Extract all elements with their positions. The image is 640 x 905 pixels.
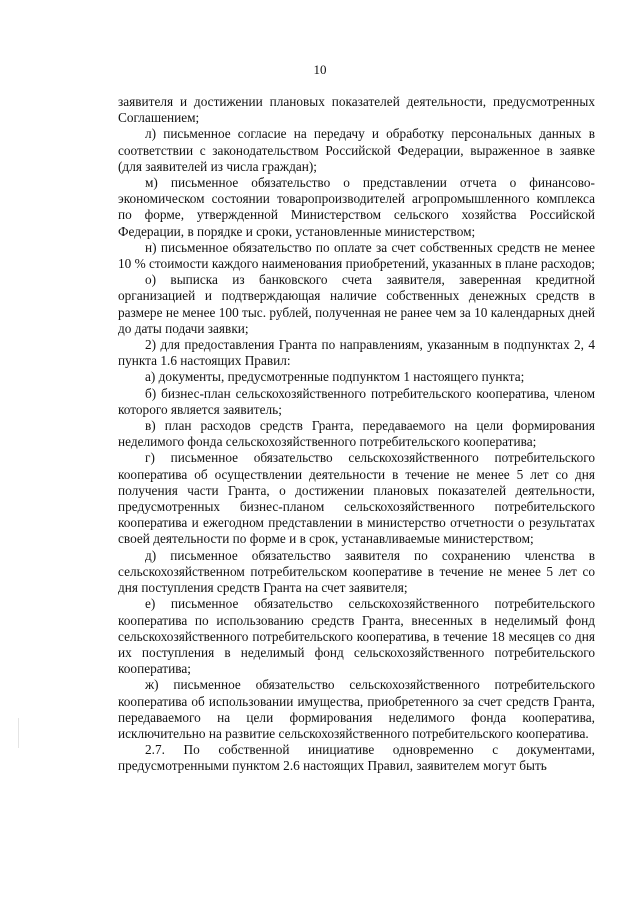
paragraph-item-v: в) план расходов средств Гранта, передаваемого на цели формирования неделимого фонда сельскохозяйственного потребительского кооператива; [118, 418, 595, 450]
paragraph-section-2: 2) для предоставления Гранта по направлениям, указанным в подпунктах 2, 4 пункта 1.6 настоящих Правил: [118, 337, 595, 369]
paragraph-item-d: д) письменное обязательство заявителя по сохранению членства в сельскохозяйственном потребительском кооперативе в течение не менее 5 лет со дня поступления средств Гранта на счет заявителя; [118, 547, 595, 596]
scan-margin-mark [18, 718, 19, 748]
paragraph-item-l: л) письменное согласие на передачу и обработку персональных данных в соответствии с законодательством Российской Федерации, выраженное в заявке (для заявителей из числа граждан); [118, 126, 595, 174]
document-body [118, 94, 595, 775]
paragraph-item-g: г) письменное обязательство сельскохозяйственного потребительского кооператива об осуществлении деятельности в течение не менее 5 лет со дня получения части Гранта, о достижении плановых показателей деятельности, предусмотренных бизнес-планом сельскохозяйственного потребительского кооператива и ежегодном представлении в министерство отчетности о результатах своей деятельности по форме и в срок, устанавливаемые министерством; [118, 450, 595, 547]
paragraph-item-e: е) письменное обязательство сельскохозяйственного потребительского кооператива по использованию средств Гранта, внесенных в неделимый фонд сельскохозяйственного потребительского кооператива, в течение 18 месяцев со дня их поступления в неделимый фонд сельскохозяйственного потребительского кооператива; [118, 596, 595, 677]
paragraph-item-a: а) документы, предусмотренные подпунктом 1 настоящего пункта; [145, 369, 525, 385]
paragraph-item-n: н) письменное обязательство по оплате за счет собственных средств не менее 10 % стоимости каждого наименования приобретений, указанных в плане расходов; [118, 239, 595, 272]
paragraph-item-b: б) бизнес-план сельскохозяйственного потребительского кооператива, членом которого является заявитель; [118, 385, 595, 417]
paragraph-item-o: о) выписка из банковского счета заявителя, заверенная кредитной организацией и подтверждающая наличие собственных денежных средств в размере не менее 100 тыс. рублей, полученная не ранее чем за 10 календарных дней до даты подачи заявки; [118, 272, 595, 336]
page-number: 10 [313, 62, 327, 77]
paragraph-item-zh: ж) письменное обязательство сельскохозяйственного потребительского кооператива об использовании имущества, приобретенного за счет средств Гранта, передаваемого на цели формирования неделимого фонда кооператива, исключительно на развитие сельскохозяйственного потребительского кооператива. [118, 677, 595, 741]
paragraph-2-7: 2.7. По собственной инициативе одновременно с документами, предусмотренными пунктом 2.6 настоящих Правил, заявителем могут быть [118, 742, 595, 774]
paragraph-continuation: заявителя и достижении плановых показателей деятельности, предусмотренных Соглашением; [118, 94, 595, 126]
paragraph-item-m: м) письменное обязательство о представлении отчета о финансово-экономическом состоянии товаропроизводителей агропромышленного комплекса по форме, утвержденной Министерством сельского хозяйства Российской Федерации, в порядке и сроки, установленные министерством; [118, 175, 595, 239]
